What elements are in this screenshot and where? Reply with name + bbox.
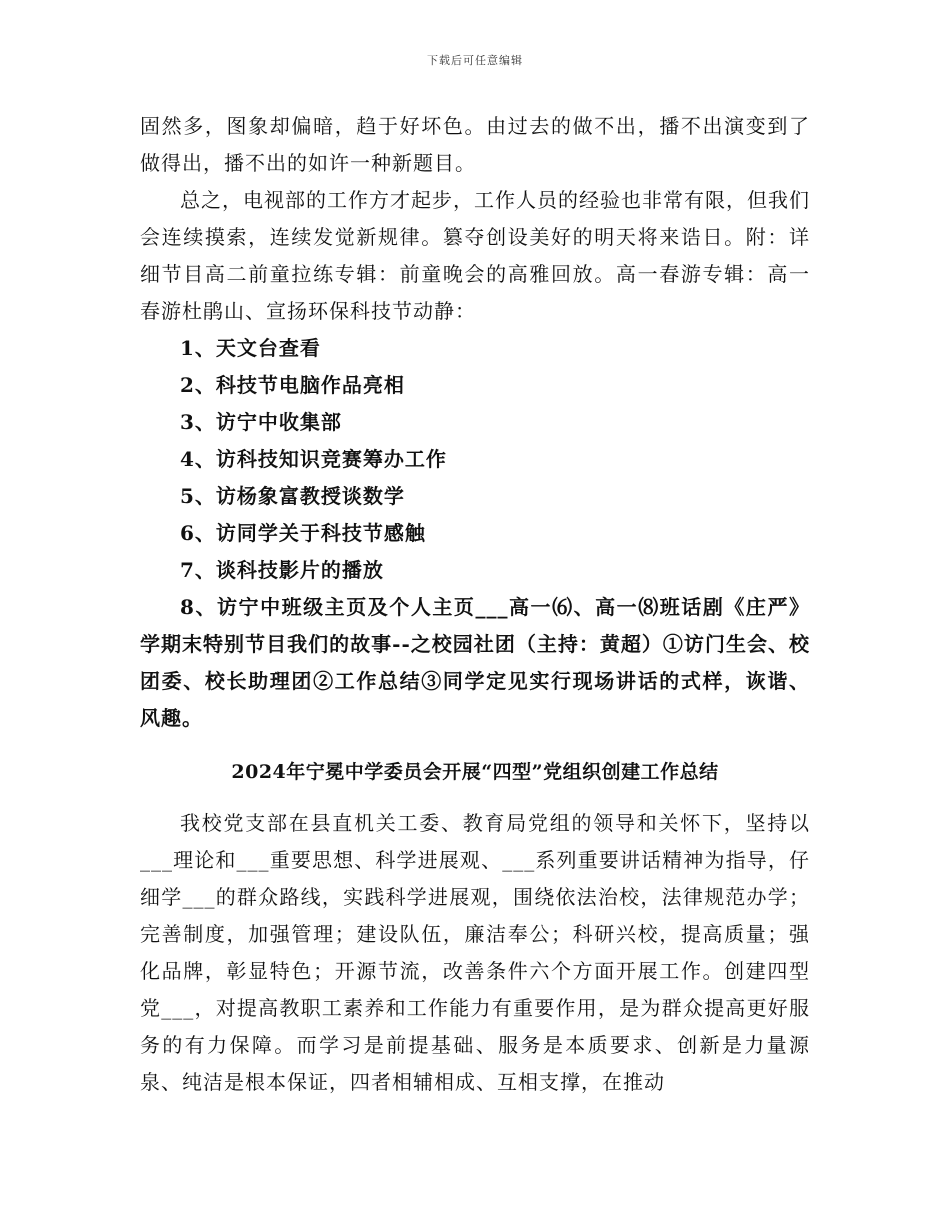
document-body [140, 108, 810, 1101]
section-body: 我校党支部在县直机关工委、教育局党组的领导和关怀下，坚持以___理论和___重要思想、科学进展观、___系列重要讲话精神为指导，仔细学___的群众路线，实践科学进展观，围绕依法治校，法律规范办学；完善制度，加强管理；建设队伍，廉洁奉公；科研兴校，提高质量；强化品牌，彰显特色；开源节流，改善条件六个方面开展工作。创建四型党___，对提高教职工素养和工作能力有重要作用，是为群众提高更好服务的有力保障。而学习是前提基础、服务是本质要求、创新是力量源泉、纯洁是根本保证，四者相辅相成、互相支撑，在推动 [140, 811, 810, 1094]
list-item: 7、谈科技影片的播放 [180, 558, 384, 582]
program-list [140, 330, 810, 589]
paragraph-summary: 总之，电视部的工作方才起步，工作人员的经验也非常有限，但我们会连续摸索，连续发觉新规律。篡夺创设美好的明天将来诰日。附：详细节目高二前童拉练专辑：前童晚会的高雅回放。高一春游专辑：高一春游杜鹃山、宣扬环保科技节动静： [140, 188, 810, 323]
list-item: 3、访宁中收集部 [180, 410, 342, 434]
paragraph-continuation: 固然多，图象却偏暗，趋于好坏色。由过去的做不出，播不出演变到了做得出，播不出的如许一种新题目。 [140, 114, 810, 175]
list-item: 5、访杨象富教授谈数学 [180, 484, 405, 508]
list-item: 6、访同学关于科技节感触 [180, 521, 426, 545]
list-item: 2、科技节电脑作品亮相 [180, 373, 405, 397]
list-item: 4、访科技知识竞赛筹办工作 [180, 447, 447, 471]
page-header: 下载后可任意编辑 [427, 54, 523, 67]
list-item-8: 8、访宁中班级主页及个人主页___高一⑹、高一⑻班话剧《庄严》学期末特别节目我们的故事--之校园社团（主持：黄超）①访门生会、校团委、校长助理团②工作总结③同学定见实行现场讲话的式样，诙谐、风趣。 [140, 595, 810, 730]
list-item: 1、天文台查看 [180, 336, 321, 360]
section-title: 2024年宁冕中学委员会开展“四型”党组织创建工作总结 [231, 761, 719, 783]
